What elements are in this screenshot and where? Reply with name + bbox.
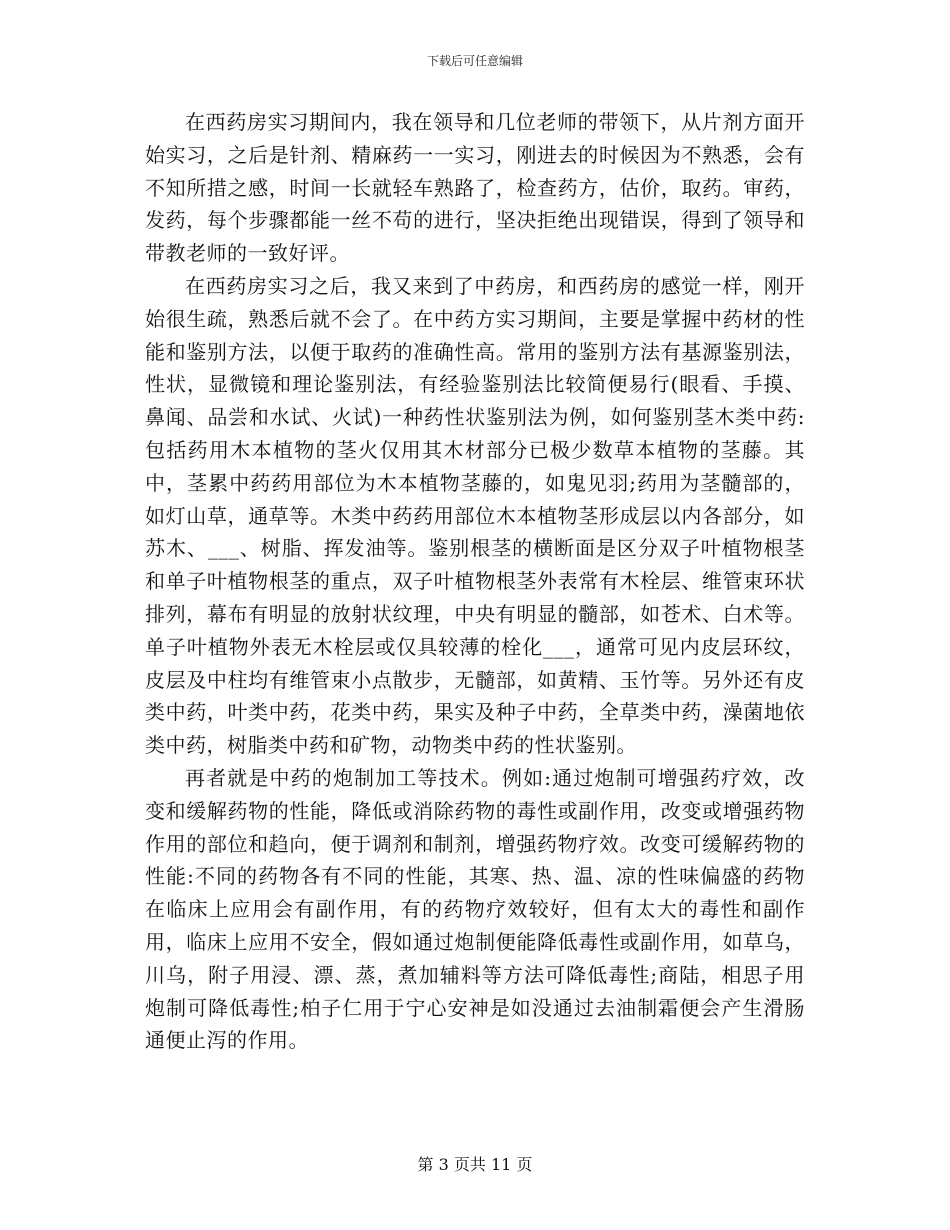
paragraph-processing-techniques: 再者就是中药的炮制加工等技术。例如:通过炮制可增强药疗效，改变和缓解药物的性能，降低或消除药物的毒性或副作用，改变或增强药物作用的部位和趋向，便于调剂和制剂，增强药物疗效。改变可缓解药物的性能:不同的药物各有不同的性能，其寒、热、温、凉的性味偏盛的药物在临床上应用会有副作用，有的药物疗效较好，但有太大的毒性和副作用，临床上应用不安全，假如通过炮制便能降低毒性或副作用，如草乌，川乌，附子用浸、漂、蒸，煮加辅料等方法可降低毒性;商陆，相思子用炮制可降低毒性;柏子仁用于宁心安神是如没通过去油制霜便会产生滑肠通便止泻的作用。 (145, 765, 805, 1053)
paragraph-chinese-pharmacy: 在西药房实习之后，我又来到了中药房，和西药房的感觉一样，刚开始很生疏，熟悉后就不会了。在中药方实习期间，主要是掌握中药材的性能和鉴别方法，以便于取药的准确性高。常用的鉴别方法有基源鉴别法，性状，显微镜和理论鉴别法，有经验鉴别法比较简便易行(眼看、手摸、鼻闻、品尝和水试、火试)一种药性状鉴别法为例，如何鉴别茎木类中药:包括药用木本植物的茎火仅用其木材部分已极少数草本植物的茎藤。其中，茎累中药药用部位为木本植物茎藤的，如鬼见羽;药用为茎髓部的，如灯山草，通草等。木类中药药用部位木本植物茎形成层以内各部分，如苏木、___、树脂、挥发油等。鉴别根茎的横断面是区分双子叶植物根茎和单子叶植物根茎的重点，双子叶植物根茎外表常有木栓层、维管束环状排列，幕布有明显的放射状纹理，中央有明显的髓部，如苍术、白术等。单子叶植物外表无木栓层或仅具较薄的栓化___，通常可见内皮层环纹，皮层及中柱均有维管束小点散步，无髓部，如黄精、玉竹等。另外还有皮类中药，叶类中药，花类中药，果实及种子中药，全草类中药，澡菌地依类中药，树脂类中药和矿物，动物类中药的性状鉴别。 (145, 273, 805, 758)
body-text (145, 106, 805, 1057)
page-number: 第 3 页共 11 页 (417, 1155, 533, 1174)
paragraph-western-pharmacy: 在西药房实习期间内，我在领导和几位老师的带领下，从片剂方面开始实习，之后是针剂、精麻药一一实习，刚进去的时候因为不熟悉，会有不知所措之感，时间一长就轻车熟路了，检查药方，估价，取药。审药，发药，每个步骤都能一丝不苟的进行，坚决拒绝出现错误，得到了领导和带教老师的一致好评。 (145, 110, 805, 266)
header-note: 下载后可任意编辑 (426, 54, 523, 68)
